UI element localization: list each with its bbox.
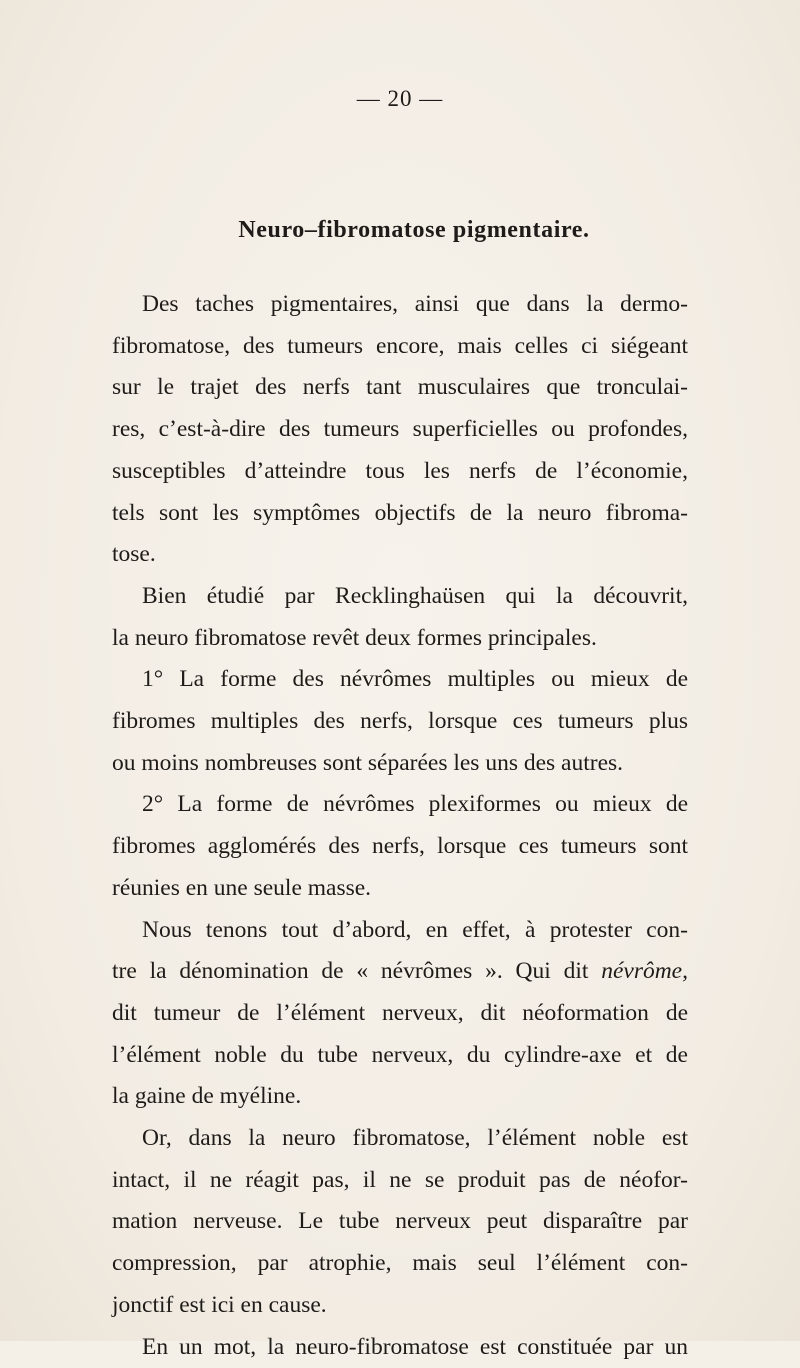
text-line: ou moins nombreuses sont séparées les uns des autres. — [112, 749, 624, 776]
text-line: fibromatose, des tumeurs encore, mais celles ci siégeant — [112, 332, 688, 359]
paragraph-form-1 — [112, 659, 688, 784]
text-line: tose. — [112, 541, 156, 568]
text-line: réunies en une seule masse. — [112, 874, 372, 901]
text-line: 1° La forme des névrômes multiples ou mieux de — [142, 666, 688, 693]
text-line: Bien étudié par Recklinghaüsen qui la découvrit, — [142, 582, 688, 609]
text-line: Des taches pigmentaires, ainsi que dans la dermo- — [142, 291, 688, 317]
text-line: jonctif est ici en cause. — [112, 1291, 327, 1318]
paragraph-symptoms — [112, 284, 688, 576]
text-line: compression, par atrophie, mais seul l’élément con- — [112, 1250, 688, 1277]
body-text — [112, 284, 688, 1368]
text-line: intact, il ne réagit pas, il ne se produit pas de néofor- — [112, 1166, 688, 1193]
paragraph-recklinghausen — [112, 576, 688, 659]
text-line: Nous tenons tout d’abord, en effet, à protester con- — [142, 916, 688, 943]
text-line: la neuro fibromatose revêt deux formes principales. — [112, 624, 597, 651]
text-line: susceptibles d’atteindre tous les nerfs de l’économie, — [112, 457, 688, 484]
text-line: En un mot, la neuro-fibromatose est constituée par un — [142, 1333, 688, 1360]
text-line: la gaine de myéline. — [112, 1083, 302, 1110]
text-segment: tre la dénomination de « névrômes ». Qui dit — [112, 958, 589, 985]
text-line: sur le trajet des nerfs tant musculaires que tronculai- — [112, 374, 688, 401]
page-number: — 20 — — [356, 86, 444, 111]
text-line: fibromes agglomérés des nerfs, lorsque ces tumeurs sont — [112, 833, 688, 860]
text-line: fibromes multiples des nerfs, lorsque ces tumeurs plus — [112, 708, 688, 735]
paragraph-intact — [112, 1118, 688, 1327]
paragraph-conclusion — [112, 1327, 688, 1368]
text-line: Or, dans la neuro fibromatose, l’élément noble est — [142, 1125, 688, 1152]
text-line: l’élément noble du tube nerveux, du cylindre-axe et de — [112, 1041, 688, 1068]
paragraph-form-2 — [112, 784, 688, 909]
text-line: res, c’est-à-dire des tumeurs superficielles ou profondes, — [112, 416, 688, 443]
text-line: tels sont les symptômes objectifs de la neuro fibroma- — [112, 499, 688, 526]
text-line: 2° La forme de névrômes plexiformes ou mieux de — [142, 791, 688, 818]
italic-term: névrôme, — [601, 958, 688, 985]
text-line: mation nerveuse. Le tube nerveux peut disparaître par — [112, 1208, 688, 1235]
text-line: dit tumeur de l’élément nerveux, dit néoformation de — [112, 999, 688, 1026]
section-title: Neuro–fibromatose pigmentaire. — [238, 217, 590, 243]
text-line-with-italic — [112, 951, 688, 993]
paragraph-denomination — [112, 910, 688, 1119]
